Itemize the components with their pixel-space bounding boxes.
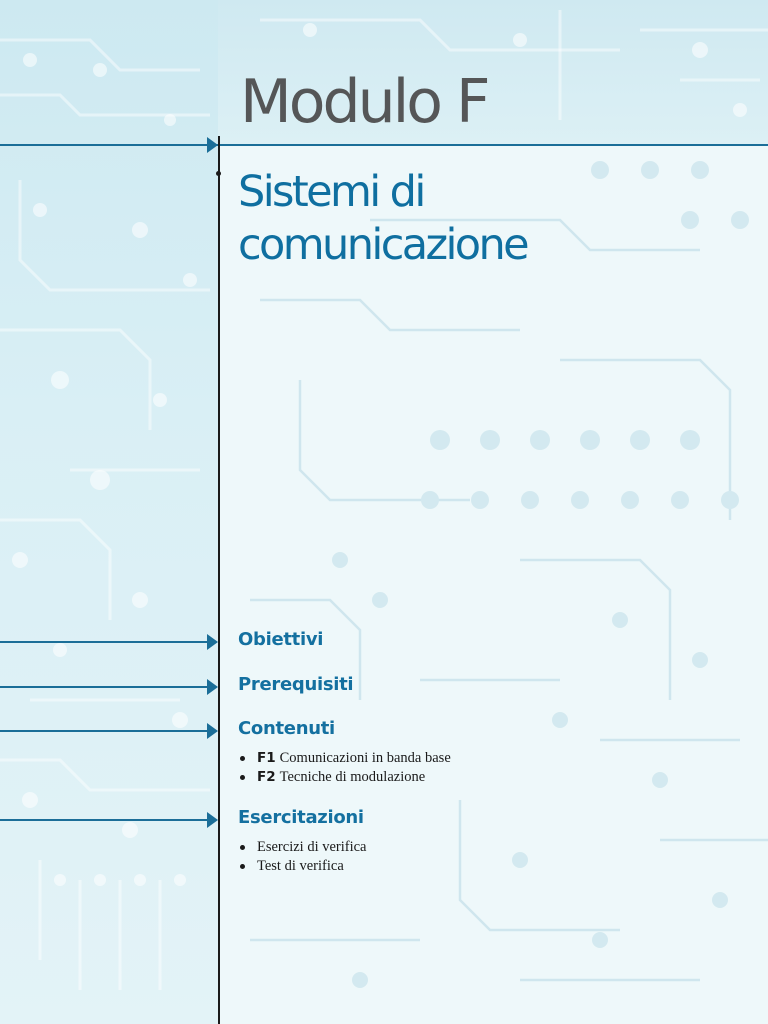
bullet-icon [240, 864, 245, 869]
prerequisiti-arrow [0, 679, 218, 695]
arrow-right-icon [207, 137, 218, 153]
contenuti-arrow [0, 723, 218, 739]
subtitle-line-2: comunicazione [238, 220, 528, 270]
item-text: Esercizi di verifica [257, 839, 367, 855]
bullet-icon [240, 775, 245, 780]
arrow-right-icon [207, 679, 218, 695]
header-arrow-marker [0, 137, 218, 153]
bullet-icon [240, 756, 245, 761]
list-item [238, 857, 367, 876]
arrow-right-icon [207, 634, 218, 650]
module-subtitle [238, 166, 738, 272]
section-heading-esercitazioni: Esercitazioni [238, 807, 364, 828]
section-heading-contenuti: Contenuti [238, 718, 335, 739]
item-text: Tecniche di modulazione [279, 769, 426, 785]
divider-dot [216, 171, 221, 176]
arrow-right-icon [207, 812, 218, 828]
subtitle-line-1: Sistemi di [238, 167, 424, 217]
arrow-right-icon [207, 723, 218, 739]
esercitazioni-list [238, 838, 367, 876]
section-heading-obiettivi: Obiettivi [238, 629, 324, 650]
item-text: Comunicazioni in banda base [279, 750, 451, 766]
contenuti-list [238, 749, 451, 787]
esercitazioni-arrow [0, 812, 218, 828]
vertical-divider [218, 136, 220, 1024]
item-text: Test di verifica [257, 858, 344, 874]
item-code: F1 [257, 750, 276, 766]
item-code: F2 [257, 769, 276, 785]
section-heading-prerequisiti: Prerequisiti [238, 674, 354, 695]
list-item [238, 749, 451, 768]
obiettivi-arrow [0, 634, 218, 650]
bullet-icon [240, 845, 245, 850]
list-item [238, 768, 451, 787]
list-item [238, 838, 367, 857]
module-title: Modulo F [240, 67, 488, 137]
